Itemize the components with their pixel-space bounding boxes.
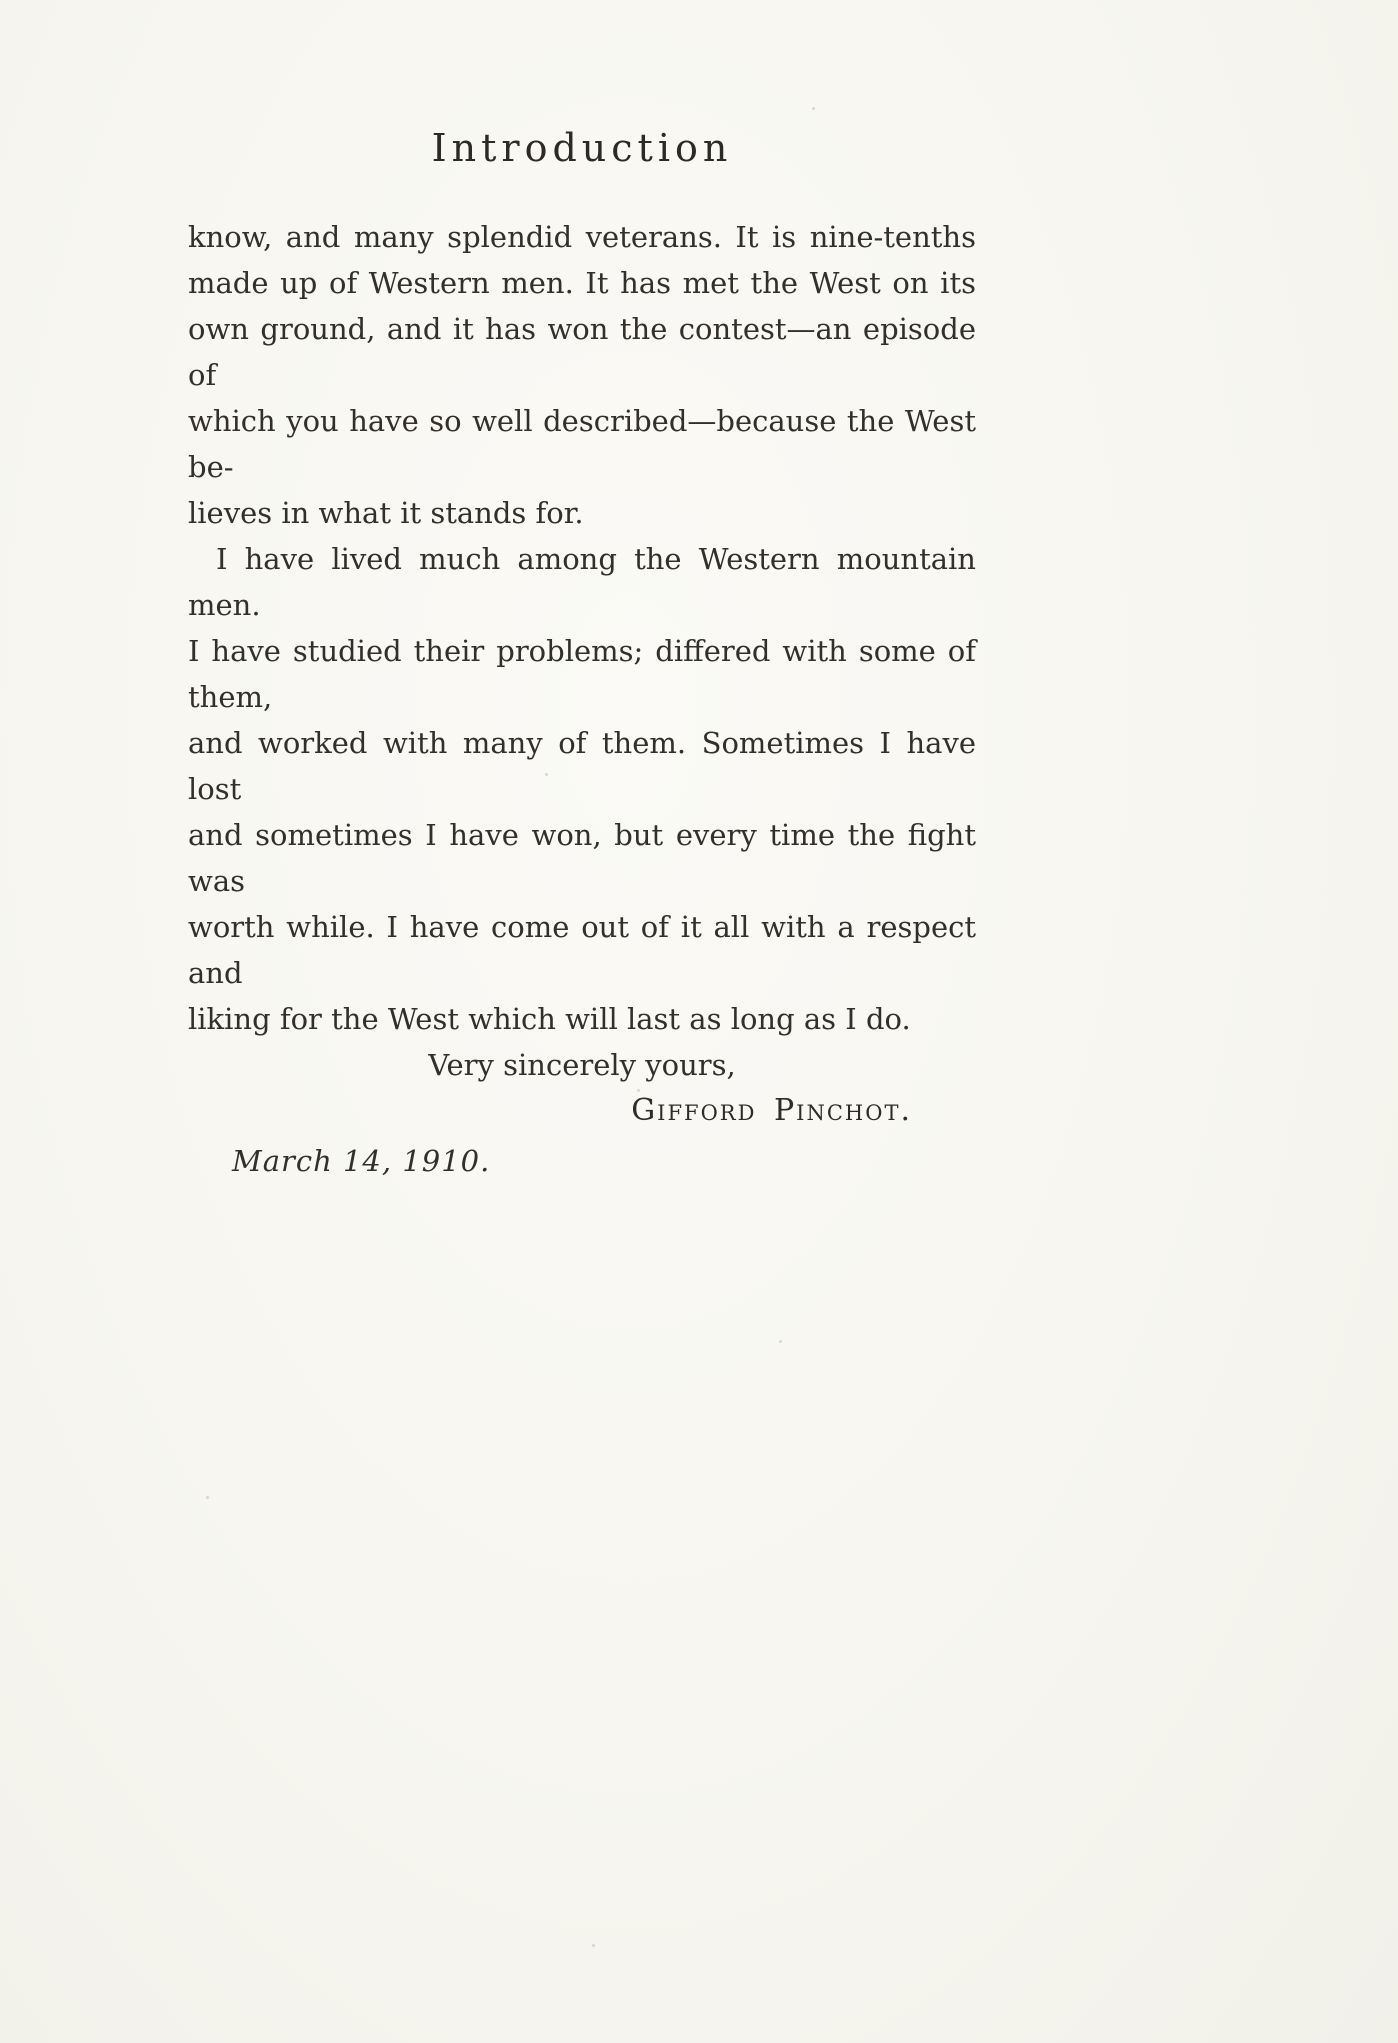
- scan-speck: [779, 1340, 782, 1343]
- text-line: know, and many splendid veterans. It is nine-tenths: [188, 220, 976, 254]
- text-line: I have studied their problems; differed with some of them,: [188, 634, 976, 714]
- scan-speck: [206, 1496, 209, 1499]
- text-line: I have lived much among the Western mountain men.: [188, 542, 976, 622]
- text-line: and sometimes I have won, but every time the fight was: [188, 818, 976, 898]
- closing-line: Very sincerely yours,: [428, 1048, 736, 1082]
- page-content: [188, 126, 976, 1184]
- text-line: lieves in what it stands for.: [188, 496, 584, 530]
- paragraph-1: [188, 214, 976, 536]
- text-line: made up of Western men. It has met the West on its: [188, 266, 976, 300]
- scan-speck: [592, 1944, 595, 1947]
- text-line: worth while. I have come out of it all with a respect and: [188, 910, 976, 990]
- text-line: own ground, and it has won the contest—an episode of: [188, 312, 976, 392]
- text-line: which you have so well described—because the West be-: [188, 404, 976, 484]
- scan-speck: [812, 107, 815, 110]
- text-line: liking for the West which will last as long as I do.: [188, 1002, 911, 1036]
- signature-line: Gifford Pinchot.: [631, 1093, 912, 1128]
- paragraph-2: [188, 536, 976, 1042]
- date-line: March 14, 1910.: [232, 1144, 491, 1178]
- text-line: and worked with many of them. Sometimes I have lost: [188, 726, 976, 806]
- page-title: Introduction: [431, 126, 733, 170]
